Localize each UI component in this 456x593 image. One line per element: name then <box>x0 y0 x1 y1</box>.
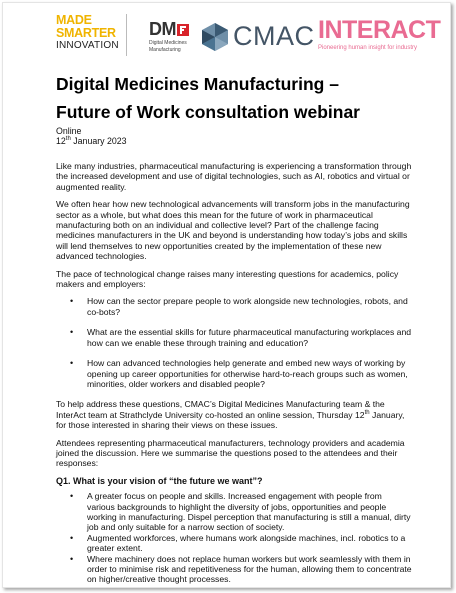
paragraph-questions-intro: The pace of technological change raises many interesting questions for academics, policy makers and employers: <box>56 268 399 290</box>
dmf-logo <box>149 19 189 53</box>
title-line-1: Digital Medicines Manufacturing – <box>56 74 339 94</box>
logo-divider <box>126 14 127 56</box>
title-line-2: Future of Work consultation webinar <box>56 102 360 122</box>
list-item: • Where machinery does not replace human workers but work seamlessly with them in order to minimise risk and repetitiveness for the human, allowing them to concentrate on higher/creative thought processes. <box>56 554 412 585</box>
event-date-rest: January 2023 <box>70 136 127 146</box>
document-page <box>2 2 451 588</box>
q1-answers-list <box>56 491 412 585</box>
paragraph-challenge: We often hear how new technological advancements will transform jobs in the manufacturing sector as a whole, but what does this mean for the future of work in pharmaceutical manufacturing both on an individual and collective level? Part of the challenge facing medicines manufacturers in the UK and beyond is understanding how today’s jobs and skills will lend themselves to new opportunities created by the implementation of these new advanced technologies. <box>56 199 410 262</box>
made-smarter-logo-line2: SMARTER <box>56 25 116 40</box>
cmac-logo-icon <box>200 22 230 52</box>
paragraph-session <box>56 399 412 430</box>
dmf-logo-subtitle-2: Manufacturing <box>149 46 181 53</box>
interact-logo-tagline: Pioneering human insight for industry <box>318 45 418 51</box>
event-date <box>56 136 127 146</box>
event-date-suffix: th <box>65 136 71 143</box>
made-smarter-logo-line1: MADE <box>56 13 92 27</box>
list-item: • How can the sector prepare people to work alongside new technologies, robots, and co-bots? <box>56 296 412 317</box>
q1-heading: Q1. What is your vision of “the future we want”? <box>56 475 263 486</box>
paragraph-intro: Like many industries, pharmaceutical manufacturing is experiencing a transformation through the increased development and use of digital technologies, such as AI, robotics and virtual or augmented reality. <box>56 161 412 192</box>
dmf-logo-icon <box>177 24 189 36</box>
paragraph-attendees: Attendees representing pharmaceutical manufacturers, technology providers and academia joined the discussion. Here we summarise the questions posed to the attendees and their responses: <box>56 437 405 469</box>
cmac-logo <box>200 21 315 52</box>
list-item: • What are the essential skills for future pharmaceutical manufacturing workplaces and how can we enable these through training and education? <box>56 327 412 348</box>
interact-logo <box>318 18 440 51</box>
paragraph-session-b: January, for those interested in sharing their views on these issues. <box>56 409 405 431</box>
made-smarter-logo-line3: INNOVATION <box>56 40 119 51</box>
list-item: • Augmented workforces, where humans work alongside machines, incl. robotics to a greater extent. <box>56 533 412 554</box>
made-smarter-logo <box>56 14 119 51</box>
document-title <box>56 70 416 126</box>
event-meta <box>56 126 127 146</box>
event-location: Online <box>56 126 82 136</box>
event-date-day: 12 <box>56 136 66 146</box>
list-item: • A greater focus on people and skills. Increased engagement with people from various backgrounds to highlight the diversity of jobs, opportunities and people working in manufacturing. Dispel perception that manufacturing is still a manual, dirty job and only suitable for a narrow section of society. <box>56 491 412 533</box>
cmac-logo-text: CMAC <box>233 21 315 51</box>
paragraph-session-a: To help address these questions, CMAC’s Digital Medicines Manufacturing team & the InterAct team at Strathclyde University co-hosted an online session, Thursday 12 <box>56 399 385 420</box>
dmf-logo-subtitle-1: Digital Medicines <box>149 40 187 46</box>
document-body <box>56 161 412 593</box>
dmf-logo-mark: DM <box>149 19 176 39</box>
paragraph-session-sup: th <box>364 409 370 416</box>
interact-logo-text: INTERACT <box>318 16 441 44</box>
questions-list <box>56 296 412 389</box>
list-item: • How can advanced technologies help generate and embed new ways of working by opening up career opportunities for otherwise hard-to-reach groups such as women, minorities, older workers and disabled people? <box>56 358 412 389</box>
